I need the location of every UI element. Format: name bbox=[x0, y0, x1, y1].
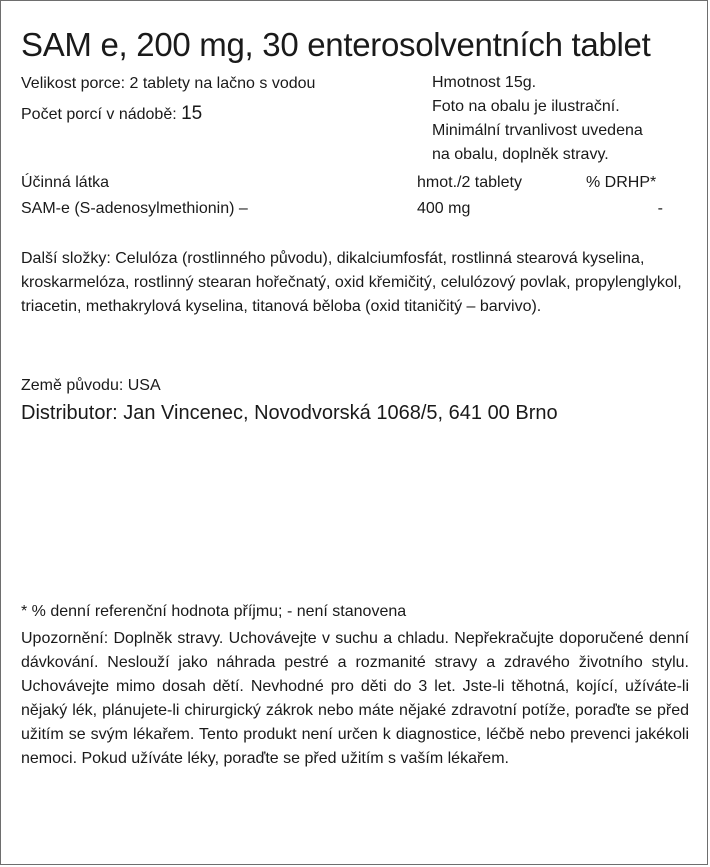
table-header-amount: hmot./2 tablety bbox=[417, 174, 522, 191]
country-of-origin: Země původu: USA bbox=[21, 377, 161, 394]
info-line: Minimální trvanlivost uvedena bbox=[432, 122, 643, 139]
warning: Upozornění: Doplněk stravy. Uchovávejte v suchu a chladu. Nepřekračujte doporučené denní dávkování. Neslouží jako náhrada pestré a rozmanité stravy a zdravého životního stylu. Uchovávejte mimo dosah dětí. Nevhodné pro děti do 3 let. Jste-li těhotná, kojící, užíváte-li nějaký lék, plánujete-li chirurgický zákrok nebo máte nějaké zdravotní potíže, poraďte se před užitím se svým lékařem. Tento produkt není určen k diagnostice, léčbě nebo prevenci jakékoli nemoci. Pokud užíváte léky, poraďte se před užitím s vaším lékařem. bbox=[21, 630, 689, 767]
table-row-substance: SAM-e (S-adenosylmethionin) – bbox=[21, 200, 248, 217]
product-info bbox=[432, 71, 643, 167]
product-title: SAM e, 200 mg, 30 enterosolventních tablet bbox=[21, 26, 651, 63]
table-header-substance: Účinná látka bbox=[21, 174, 110, 191]
serving-size: Velikost porce: 2 tablety na lačno s vodou bbox=[21, 75, 316, 92]
servings-count-value: 15 bbox=[181, 103, 203, 124]
table-header-drhp: % DRHP* bbox=[586, 174, 657, 191]
info-line: Hmotnost 15g. bbox=[432, 74, 537, 91]
distributor: Distributor: Jan Vincenec, Novodvorská 1068/5, 641 00 Brno bbox=[21, 402, 558, 424]
info-line: na obalu, doplněk stravy. bbox=[432, 146, 609, 163]
table-row-amount: 400 mg bbox=[417, 200, 471, 217]
servings-count-label: Počet porcí v nádobě: bbox=[21, 106, 177, 123]
other-ingredients: Další složky: Celulóza (rostlinného původu), dikalciumfosfát, rostlinná stearová kyselina, kroskarmelóza, rostlinný stearan hořečnatý, oxid křemičitý, celulózový povlak, propylenglykol, triacetin, methakrylová kyselina, titanová běloba (oxid titaničitý – barvivo). bbox=[21, 250, 682, 315]
servings-per-container bbox=[21, 103, 202, 125]
table-row-drhp: - bbox=[657, 200, 663, 217]
footnote: * % denní referenční hodnota příjmu; - není stanovena bbox=[21, 603, 407, 620]
info-line: Foto na obalu je ilustrační. bbox=[432, 98, 620, 115]
